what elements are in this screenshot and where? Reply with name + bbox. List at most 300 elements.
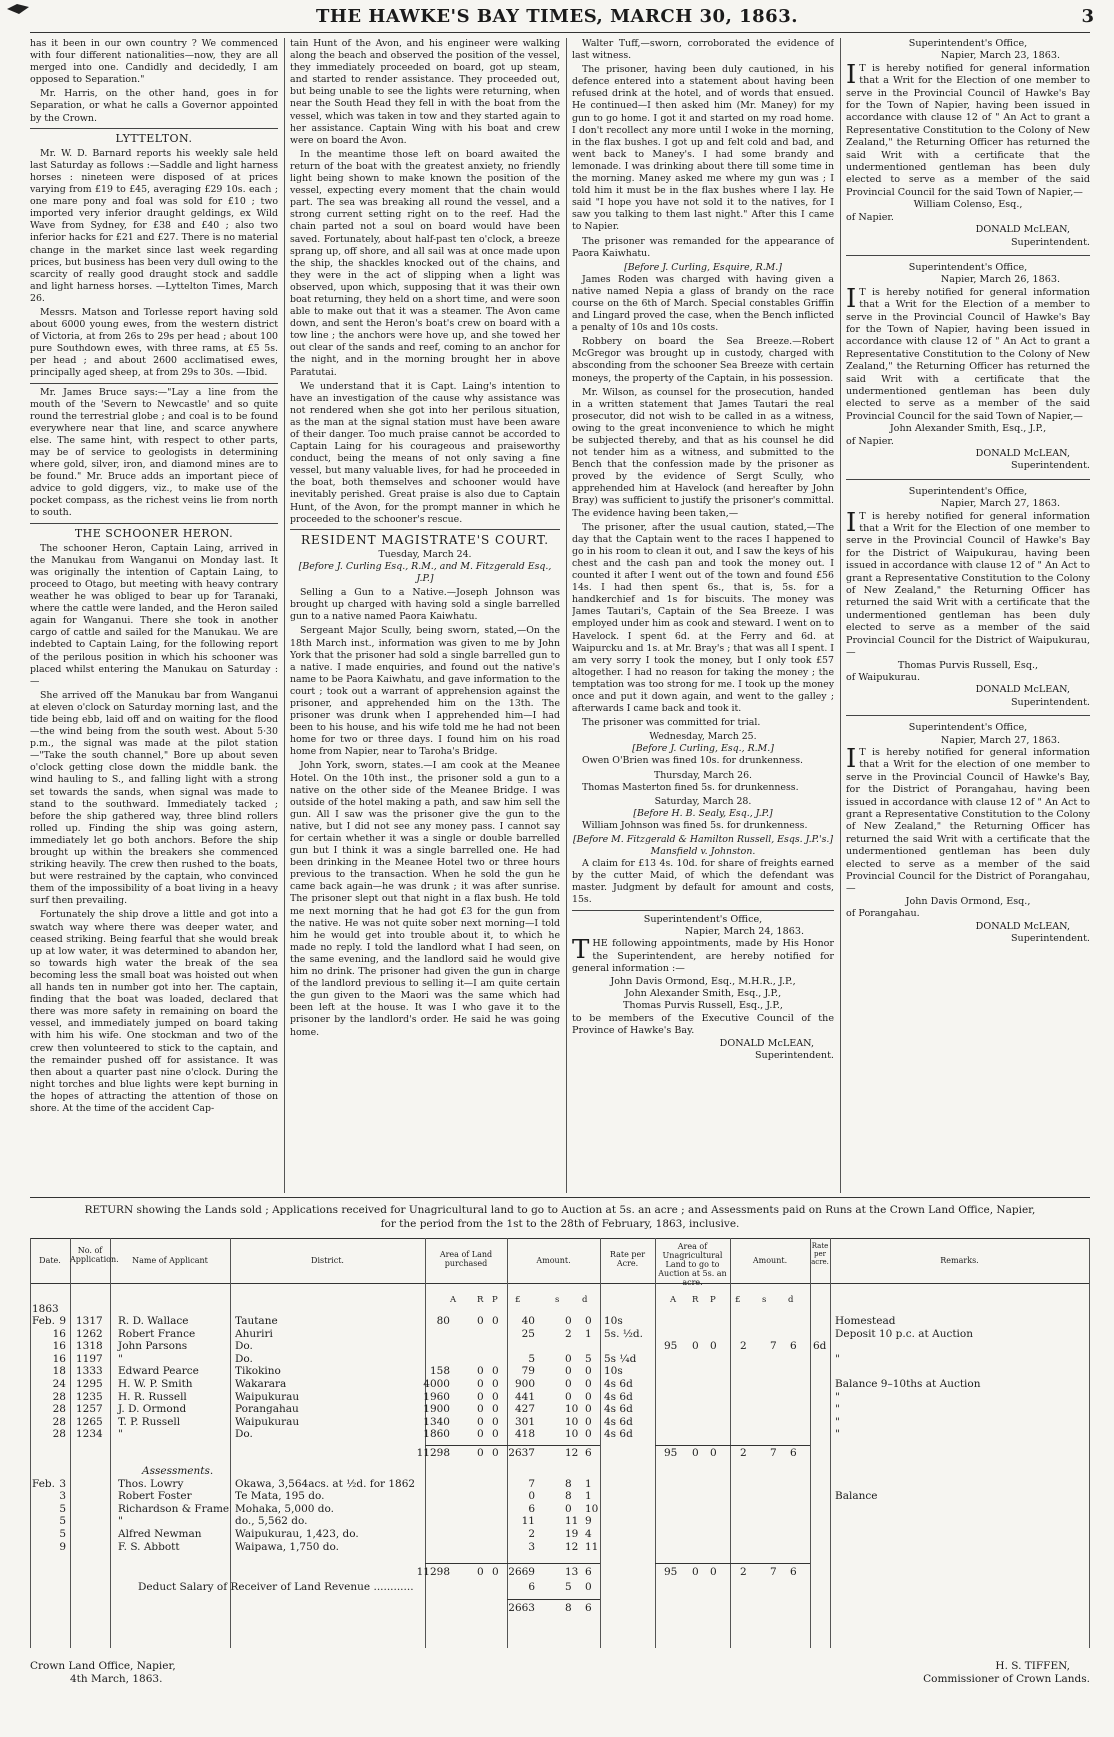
- column-3: [572, 38, 834, 1198]
- cell-l: 900: [514, 1378, 535, 1390]
- cell-p: 0: [492, 1365, 499, 1378]
- unit-label: A: [670, 1295, 677, 1305]
- column-2: [290, 38, 560, 1198]
- cell-name: H. W. P. Smith: [118, 1378, 193, 1390]
- cell-a: 11298: [416, 1566, 450, 1579]
- notice-date: Napier, March 27, 1863.: [940, 734, 1060, 746]
- signature: DONALD McLEAN,: [975, 684, 1070, 696]
- footer-office-line: Crown Land Office, Napier,: [30, 1660, 176, 1672]
- cell-a2: 95: [664, 1340, 678, 1353]
- cell-name: Thos. Lowry: [118, 1477, 184, 1490]
- cell-d: 0: [585, 1365, 592, 1378]
- table-rule: [655, 1238, 656, 1648]
- cell-d: 1: [585, 1490, 592, 1503]
- col-header-rate2: Rate per acre.: [811, 1242, 829, 1266]
- signature-title: Superintendent.: [754, 1050, 834, 1062]
- cell-name: Alfred Newman: [118, 1528, 202, 1540]
- table-rule: [30, 1238, 31, 1648]
- paragraph: In the meantime those left on board awaited the return of the boat with the greatest anxiety, no friendly light being shown to make known the position of the vessel, expecting every moment that the chain would part. The sea was breaking all round the vessel, and a strong current setting right on to the reef. Had the chain parted not a soul on board would have been saved. Fortunately, about half-past ten o'clock, a breeze sprang up, off shore, and all sail was at once made upon the ship, the shackles knocked out of the chains, and they were in the act of slipping when a light was observed, upon which, supposing that it was their own boat returning, they held on a short time, and were soon able to make out that it was a steamer. The Avon came down, and sent the Heron's boat's crew on board with a tow line ; the anchors were hove up, and she towed her out clear of the sands and reef, coming to an anchor for the night, and in the morning brought her in above Paratutai.: [290, 148, 560, 378]
- table-rule: [30, 1283, 1090, 1284]
- notice-text: T is hereby notified for general information that a Writ for the election of one member to serve in the Provincial Council of Hawke's Bay, for the District of Porangahau, having been issued in accordance with clause 12 of " An Act to grant a Representative Constitution to the Colony of New Zealand," the Returning Officer has returned the said Writ with a certificate that the undermentioned gentleman has been duly elected to serve as a member of the said Provincial Council for the District of Porangahau,—: [846, 746, 1090, 895]
- sum-rule: [425, 1445, 600, 1446]
- court-date: Thursday, March 26.: [653, 769, 753, 781]
- unit-label: d: [582, 1295, 588, 1305]
- cell-d: 0: [585, 1390, 592, 1403]
- cell-remarks: Deposit 10 p.c. at Auction: [835, 1327, 973, 1340]
- member-place: of Napier.: [846, 211, 894, 223]
- notice-date: Napier, March 23, 1863.: [940, 50, 1060, 62]
- executive-council-notice: [572, 914, 834, 1063]
- cell-s: 0: [565, 1502, 572, 1515]
- cell-day: 16: [52, 1340, 66, 1353]
- cell-day: 5: [59, 1515, 66, 1528]
- cell-day: 3: [59, 1477, 66, 1490]
- divider: [846, 715, 1090, 716]
- column-rule: [840, 38, 841, 1193]
- cell-day: 28: [52, 1428, 66, 1441]
- cell-rate: 5s ¼d: [604, 1352, 637, 1365]
- cell-name: Richardson & Frame: [118, 1502, 230, 1515]
- paragraph: We understand that it is Capt. Laing's intention to have an investigation of the cause why assistance was not rendered when she got into her perilous situation, as the man at the signal station must have been aware of their danger. Too much praise cannot be accorded to Captain Laing for his courageous and praiseworthy conduct, being the means of not only saving a fine vessel, but many valuable lives, for had he proceeded in the boat, both themselves and schooner would have inevitably perished. Great praise is also due to Captain Hunt, of the Avon, for the prompt manner in which he proceeded to the schooner's rescue.: [290, 380, 560, 525]
- unit-label: R: [692, 1295, 699, 1305]
- notice-text: T is hereby notified for general information that a Writ for the Election of a member to serve in the Provincial Council of Hawke's Bay for the Town of Napier, having been issued in accordance with clause 12 of " An Act to grant a Representative Constitution to the Colony of New Zealand," the Returning Officer has returned the said Writ with a certificate that the undermentioned gentleman has been duly elected to serve as a member of the said Provincial Council for the said Town of Napier,—: [846, 286, 1090, 422]
- cell-district: Waipukurau, 1,423, do.: [235, 1528, 359, 1540]
- drop-cap: I: [846, 507, 857, 538]
- cell-name: Edward Pearce: [118, 1365, 199, 1378]
- cell-a: 1860: [423, 1428, 450, 1441]
- cell-p: 0: [492, 1447, 499, 1459]
- paragraph: The prisoner, after the usual caution, stated,—The day that the Captain went to the races I happened to go in his room to clean it out, and I saw the keys of his chest and the cash pan and took the money out. I counted it after I went out of the town and found £56 14s. I had then spent 6s., that is, 5s. for a handkerchief and 1s for biscuits. The money was James Tautari's, Captain of the Sea Breeze. I was employed under him as cook and steward. I went on to Havelock. I spent 6d. at the Ferry and 6d. at Waipurcku and 1s. at Mr. Bray's ; that was all I spent. I am very sorry I took the money, but I only took £57 altogether. I had no reason for taking the money ; the temptation was too strong for me. I took up the money once and put it down again, and went to the galley ; afterwards I came back and took it.: [572, 521, 834, 715]
- col-header-amount: Amount.: [536, 1256, 571, 1265]
- cell-s2: 7: [770, 1340, 777, 1353]
- court-bench: [Before H. B. Sealy, Esq., J.P.]: [633, 807, 773, 819]
- cell-s: 0: [565, 1390, 572, 1403]
- cell-d: 1: [585, 1327, 592, 1340]
- drop-cap: I: [846, 743, 857, 774]
- cell-district: Ahuriri: [235, 1327, 273, 1340]
- cell-d2: 6: [790, 1447, 797, 1459]
- elected-member: Thomas Purvis Russell, Esq.,: [897, 659, 1039, 671]
- unit-label: s: [555, 1295, 560, 1305]
- cell-rate: 4s 6d: [604, 1403, 633, 1416]
- cell-l2: 2: [740, 1447, 747, 1459]
- member-place: of Waipukurau.: [846, 671, 921, 683]
- notice-body: [572, 935, 834, 975]
- notice-text: HE following appointments, made by His Honor the Superintendent, are hereby notified for general information :—: [572, 938, 834, 975]
- member-place: of Porangahau.: [846, 908, 920, 920]
- cell-d: 6: [585, 1602, 592, 1615]
- return-title-line: for the period from the 1st to the 28th of February, 1863, inclusive.: [380, 1218, 740, 1230]
- cell-remarks: Balance: [835, 1490, 878, 1503]
- cell-remarks: ": [835, 1428, 840, 1441]
- column-rule: [284, 38, 285, 1193]
- cell-p2: 0: [710, 1340, 717, 1353]
- cell-name: ": [118, 1428, 123, 1441]
- cell-s2: 7: [770, 1447, 777, 1459]
- cell-s: 10: [565, 1415, 579, 1428]
- cell-a: 1960: [423, 1390, 450, 1403]
- cell-s: 8: [565, 1477, 572, 1490]
- table-rule: [810, 1238, 811, 1648]
- court-date: Tuesday, March 24.: [378, 548, 472, 560]
- paragraph: Messrs. Matson and Torlesse report having sold about 6000 young ewes, from the western district of Victoria, at from 26s to 29s per head ; about 100 pure Southdown ewes, with three rams, at £5 5s. per head ; and about 2600 acclimatised ewes, principally aged sheep, at from 29s to 30s. —Ibid.: [30, 306, 278, 379]
- cell-s: 0: [565, 1315, 572, 1327]
- cell-r: 0: [477, 1566, 484, 1579]
- cell-remarks: ": [835, 1415, 840, 1428]
- cell-name: J. D. Ormond: [118, 1403, 187, 1416]
- notice-text: T is hereby notified for general information that a Writ for the Election of one member to serve in the Provincial Council of Hawke's Bay for the District of Waipukurau, having been issued in accordance with clause 12 of " An Act to grant a Representative Constitution to the Colony of New Zealand," the Returning Officer has returned the said Writ with a certificate that the undermentioned gentleman has been duly elected to serve as a member of the said Provincial Council for the District of Waipukurau,—: [846, 510, 1090, 659]
- signature: DONALD McLEAN,: [719, 1037, 814, 1049]
- signature: DONALD McLEAN,: [975, 448, 1070, 459]
- cell-day: 16: [52, 1352, 66, 1365]
- cell-month: 1863: [32, 1303, 59, 1315]
- paragraph: Selling a Gun to a Native.—Joseph Johnson was brought up charged with having sold a single barrelled gun to a native named Paora Kaiwhatu.: [290, 587, 560, 623]
- paragraph: Owen O'Brien was fined 10s. for drunkenness.: [582, 755, 803, 767]
- cell-a: 158: [429, 1365, 450, 1378]
- paragraph: has it been in our own country ? We commenced with four different nationalities—now, they are all merged into one. Candidly and decidedly, I am opposed to Separation.": [30, 38, 278, 86]
- cell-p: 0: [492, 1403, 499, 1416]
- cell-r: 0: [477, 1390, 484, 1403]
- cell-name: Robert France: [118, 1327, 196, 1340]
- cell-day: 24: [52, 1378, 66, 1390]
- cell-l: 11: [521, 1515, 535, 1528]
- cell-remarks: ": [835, 1403, 840, 1416]
- cell-s: 5: [565, 1580, 572, 1593]
- cell-district: Do.: [235, 1340, 253, 1353]
- cell-s: 10: [565, 1428, 579, 1441]
- drop-cap: T: [572, 935, 590, 966]
- return-title-line: RETURN showing the Lands sold ; Applications received for Unagricultural land to go to Auction at 5s. an acre ; and Assessments paid on Runs at the Crown Land Office, Napier,: [84, 1204, 1036, 1216]
- cell-a: 1900: [423, 1403, 450, 1416]
- cell-no: 1234: [76, 1428, 103, 1441]
- cell-district: Waipawa, 1,750 do.: [235, 1540, 339, 1553]
- cell-remarks: ": [835, 1390, 840, 1403]
- paragraph: Robbery on board the Sea Breeze.—Robert McGregor was brought up in custody, charged with absconding from the schooner Sea Breeze with certain moneys, the property of the Captain, in his possession.: [572, 336, 834, 384]
- unit-label: s: [762, 1295, 767, 1305]
- paragraph: Mr. Harris, on the other hand, goes in for Separation, or what he calls a Governor appointed by the Crown.: [30, 88, 278, 124]
- cell-l: 427: [514, 1403, 535, 1416]
- unit-label: A: [450, 1295, 457, 1305]
- cell-l: 25: [521, 1327, 535, 1340]
- cell-month: Feb.: [32, 1315, 55, 1327]
- cell-remarks: ": [835, 1352, 840, 1365]
- commissioner-title: Commissioner of Crown Lands.: [923, 1673, 1090, 1685]
- cell-district: do., 5,562 do.: [235, 1515, 308, 1528]
- unit-label: R: [477, 1295, 484, 1305]
- cell-district: Mohaka, 5,000 do.: [235, 1502, 334, 1515]
- divider: [572, 910, 834, 911]
- cell-l2: 2: [740, 1566, 747, 1579]
- cell-rate: 10s: [604, 1365, 623, 1378]
- notice-date: Napier, March 24, 1863.: [684, 925, 804, 937]
- cell-day: 9: [59, 1540, 66, 1553]
- cell-r: 0: [477, 1365, 484, 1378]
- notice-date: Napier, March 27, 1863.: [940, 498, 1060, 510]
- cell-district: Do.: [235, 1352, 253, 1365]
- cell-l: 2663: [508, 1602, 535, 1615]
- table-rule: [1089, 1238, 1090, 1648]
- cell-a: 4000: [423, 1378, 450, 1390]
- cell-p: 0: [492, 1566, 499, 1579]
- notice-office: Superintendent's Office,: [908, 261, 1028, 273]
- cell-r2: 0: [692, 1566, 699, 1579]
- cell-no: 1262: [76, 1327, 103, 1340]
- cell-day: 5: [59, 1528, 66, 1540]
- elected-member: John Alexander Smith, Esq., J.P.,: [889, 423, 1047, 435]
- signature-title: Superintendent.: [1010, 236, 1090, 248]
- cell-d: 0: [585, 1415, 592, 1428]
- cell-no: 1197: [76, 1352, 103, 1365]
- cell-d2: 6: [790, 1566, 797, 1579]
- cell-remarks: Balance 9–10ths at Auction: [835, 1378, 981, 1390]
- divider: [290, 529, 560, 530]
- notice-text: T is hereby notified for general information that a Writ for the Election of one member to serve in the Provincial Council of Hawke's Bay for the Town of Napier, having been issued in accordance with clause 12 of " An Act to grant a Representative Constitution to the Colony of New Zealand," the Returning Officer has returned the said Writ with a certificate that the undermentioned gentleman has been duly elected to serve as a member of the said Provincial Council for the said Town of Napier,—: [846, 62, 1090, 198]
- cell-s: 2: [565, 1327, 572, 1340]
- notice-office: Superintendent's Office,: [908, 38, 1028, 49]
- cell-d: 0: [585, 1403, 592, 1416]
- cell-a: 1340: [423, 1415, 450, 1428]
- cell-d: 1: [585, 1477, 592, 1490]
- col-header-rate: Rate per Acre.: [609, 1250, 646, 1268]
- col-header-area2: Area of Unagricultural Land to go to Auction at 5s. an acre.: [658, 1242, 727, 1287]
- cell-d: 5: [585, 1352, 592, 1365]
- footer-office: [30, 1660, 176, 1686]
- notice-body: [846, 507, 1090, 660]
- court-bench: [Before J. Curling, Esq., R.M.]: [632, 743, 774, 755]
- cell-l: 0: [528, 1490, 535, 1503]
- cell-a: 11298: [416, 1447, 450, 1459]
- notice-office: Superintendent's Office,: [908, 722, 1028, 734]
- cell-no: 1235: [76, 1390, 103, 1403]
- cell-s: 10: [565, 1403, 579, 1416]
- cell-l: 5: [528, 1352, 535, 1365]
- cell-r2: 0: [692, 1447, 699, 1459]
- cell-a2: 95: [664, 1566, 678, 1579]
- elected-member: John Davis Ormond, Esq.,: [905, 895, 1031, 907]
- cell-name: Deduct Salary of Receiver of Land Revenue ............: [138, 1580, 414, 1593]
- column-4: [846, 38, 1090, 1198]
- cell-d: 4: [585, 1528, 592, 1540]
- cell-l2: 2: [740, 1340, 747, 1353]
- cell-l: 301: [514, 1415, 535, 1428]
- cell-s: 12: [565, 1540, 579, 1553]
- unit-label: P: [492, 1295, 498, 1305]
- unit-label: d: [788, 1295, 794, 1305]
- page-number: 3: [1081, 6, 1094, 27]
- table-top-rule: [30, 1197, 1090, 1198]
- appointee: Thomas Purvis Russell, Esq., J.P.,: [623, 1000, 783, 1012]
- signature: DONALD McLEAN,: [975, 920, 1070, 932]
- cell-s: 8: [565, 1490, 572, 1503]
- paragraph: Sergeant Major Scully, being sworn, stated,—On the 18th March inst., information was given to me by John York that the prisoner had sold a single barrelled gun to a native. I made enquiries, and found out the native's name to be Paora Kaiwhatu, and gave information to the court ; took out a warrant of apprehension against the prisoner, and apprehended him on the 13th. The prisoner was drunk when I apprehended him—I had been to his house, and his wife told me he had not been home for two or three days. I found him on his road home from Napier, near to Taroha's Bridge.: [290, 625, 560, 758]
- cell-p2: 0: [710, 1566, 717, 1579]
- cell-name: ": [118, 1515, 123, 1528]
- cell-name: Assessments.: [142, 1465, 214, 1477]
- sum-rule: [655, 1563, 810, 1564]
- cell-r2: 0: [692, 1340, 699, 1353]
- table-rule: [30, 1238, 1090, 1239]
- cell-no: 1257: [76, 1403, 103, 1416]
- cell-d: 0: [585, 1378, 592, 1390]
- signature-title: Superintendent.: [1010, 460, 1090, 472]
- signature-title: Superintendent.: [1010, 933, 1090, 945]
- table-rule: [730, 1238, 731, 1648]
- cell-l: 7: [528, 1477, 535, 1490]
- cell-district: Waipukurau: [235, 1390, 300, 1403]
- cell-district: Porangahau: [235, 1403, 299, 1416]
- paragraph: Mr. Wilson, as counsel for the prosecution, handed in a written statement that James Tautari the real prosecutor, did not wish to be called in as a witness, owing to the great inconvenience to which he might be subjected thereby, and that as his counsel he did not tender him as a witness, and submitted to the Bench that the confession made by the prisoner as proved by the evidence of Sergt Scully, who apprehended him at Havelock (and hereafter by John Bray) was sufficient to justify the prisoner's committal. The evidence having been taken,—: [572, 386, 834, 519]
- commissioner-name: H. S. TIFFEN,: [995, 1660, 1070, 1672]
- appointee: John Davis Ormond, Esq., M.H.R., J.P.,: [610, 975, 796, 987]
- drop-cap: I: [846, 283, 857, 314]
- cell-l: 6: [528, 1502, 535, 1515]
- paragraph: A claim for £13 4s. 10d. for share of freights earned by the cutter Maid, of which the defendant was master. Judgment by default for amount and costs, 15s.: [572, 858, 834, 906]
- cell-s: 13: [565, 1566, 579, 1579]
- table-rule: [600, 1238, 601, 1648]
- return-title: [30, 1203, 1090, 1231]
- election-notice: [846, 486, 1090, 709]
- col-header-date: Date.: [39, 1256, 61, 1265]
- paragraph: James Roden was charged with having given a native named Nepia a glass of brandy on the race course on the 6th of March. Special constables Griffin and Lingard proved the case, when the Bench inflicted a penalty of 10s and 10s costs.: [572, 273, 834, 334]
- footer-office-date: 4th March, 1863.: [70, 1673, 163, 1685]
- cell-name: R. D. Wallace: [118, 1315, 189, 1327]
- signature: DONALD McLEAN,: [975, 224, 1070, 236]
- cell-day: 3: [59, 1490, 66, 1503]
- divider: [30, 128, 278, 129]
- paragraph: tain Hunt of the Avon, and his engineer were walking along the beach and observed the position of the vessel, they immediately proceeded on board, got up steam, and started to render assistance. They proceeded out, but being unable to see the lights were returning, when near the South Head they fell in with the boat from the vessel, which was taken in tow and they started again to her assistance. Captain Wing with his boat and crew were on board the Avon.: [290, 38, 560, 146]
- notice-tail: to be members of the Executive Council of the Province of Hawke's Bay.: [572, 1012, 834, 1037]
- cell-name: T. P. Russell: [118, 1415, 181, 1428]
- cell-s: 8: [565, 1602, 572, 1615]
- cell-rate: 4s 6d: [604, 1378, 633, 1390]
- signature-title: Superintendent.: [1010, 696, 1090, 708]
- appointee: John Alexander Smith, Esq., J.P.,: [624, 988, 782, 999]
- cell-day: 28: [52, 1403, 66, 1416]
- cell-district: Tikokino: [235, 1365, 281, 1378]
- cell-s: 19: [565, 1528, 579, 1540]
- cell-no: 1295: [76, 1378, 103, 1390]
- section-heading-lyttelton: LYTTELTON.: [115, 131, 193, 145]
- sum-rule: [425, 1563, 600, 1564]
- cell-s2: 7: [770, 1566, 777, 1579]
- cell-l: 418: [514, 1428, 535, 1441]
- notice-date: Napier, March 26, 1863.: [940, 274, 1060, 286]
- cell-l: 441: [514, 1390, 535, 1403]
- cell-name: Robert Foster: [118, 1490, 192, 1503]
- cell-name: H. R. Russell: [118, 1390, 187, 1403]
- elected-member: William Colenso, Esq.,: [913, 199, 1023, 211]
- cell-p: 0: [492, 1428, 499, 1441]
- notice-body: [846, 743, 1090, 896]
- cell-district: Tautane: [235, 1315, 278, 1327]
- cell-no: 1318: [76, 1340, 103, 1353]
- paragraph: Thomas Masterton fined 5s. for drunkenness.: [582, 781, 799, 793]
- masthead: [0, 0, 1114, 30]
- cell-day: 28: [52, 1415, 66, 1428]
- paragraph: Mr. James Bruce says:—"Lay a line from the mouth of the 'Severn to Newcastle' and so quite round the terrestrial globe ; and coal is to be found everywhere near that line, and scarce anywhere else. The same hint, with respect to other parts, may be of service to geologists in determining where gold, silver, iron, and diamond mines are to be found." Mr. Bruce adds an important piece of advice to gold diggers, viz., to make use of the pocket compass, as the richest veins lie from north to south.: [30, 386, 278, 519]
- cell-day: 28: [52, 1390, 66, 1403]
- table-rule: [110, 1238, 111, 1648]
- court-bench: [Before M. Fitzgerald & Hamilton Russell, Esqs. J.P.'s.]: [572, 834, 834, 845]
- cell-s: 12: [565, 1447, 579, 1459]
- cell-day: 9: [59, 1315, 66, 1327]
- case-title: Mansfield v. Johnston.: [650, 846, 756, 858]
- paragraph: John York, sworn, states.—I am cook at the Meanee Hotel. On the 10th inst., the prisoner sold a gun to a native on the other side of the Meanee Bridge. I was outside of the hotel making a path, and saw him sell the gun. All I saw was the prisoner give the gun to the native, but I did not see any money pass. I cannot say for certain whether it was a single or double barrelled gun but I think it was a single barrelled one. He had been drinking in the Meanee Hotel two or three hours previous to the transaction. When he sold the gun he came back again—he was drunk ; it was after sunrise. The prisoner slept out that night in a flax bush. He told me next morning that he had got £3 for the gun from the native. He was not quite sober next morning—I told him he would get into trouble about it, to which he made no reply. I told the landlord what I had seen, on the same evening, and the landlord said he would give him no drink. The prisoner had given the gun in charge of the landlord previous to selling it—I am quite certain the gun given to the Maori was the same which had been left at the house. It was I who gave it to the prisoner by the landlord's order. He said he was going home.: [290, 760, 560, 1038]
- cell-l: 3: [528, 1540, 535, 1553]
- cell-p: 0: [492, 1378, 499, 1390]
- cell-d: 11: [585, 1540, 599, 1553]
- divider: [30, 523, 278, 524]
- section-heading-court: RESIDENT MAGISTRATE'S COURT.: [300, 532, 550, 547]
- cell-a: 80: [436, 1315, 450, 1327]
- cell-d2: 6: [790, 1340, 797, 1353]
- footer-signature: [923, 1660, 1090, 1686]
- section-heading-heron: THE SCHOONER HERON.: [74, 526, 234, 540]
- paragraph: She arrived off the Manukau bar from Wanganui at eleven o'clock on Saturday morning last, and the tide being ebb, laid off and on waiting for the flood—the wind being from the south west. About 5·30 p.m., the signal was made at the pilot station—"Take the south channel," Bore up about seven o'clock getting close down the middle bank. the wind hauling to S., and falling light with a strong set towards the sands, when signal was made to stand to the southward. Immediately tacked ; before the ship gathered way, three blind rollers rolled up. Finding the ship was going astern, immediately let go both anchors. Before the ship brought up within the breakers she commenced striking heavily. The crew then rushed to the boats, but were restrained by the captain, who convinced them of the impossibility of a boat living in a heavy surf then prevailing.: [30, 689, 278, 907]
- paragraph: The prisoner was committed for trial.: [582, 717, 761, 729]
- cell-a2: 95: [664, 1447, 678, 1459]
- cell-s: 0: [565, 1365, 572, 1378]
- cell-month: Feb.: [32, 1477, 55, 1490]
- cell-r: 0: [477, 1403, 484, 1416]
- cell-day: 18: [52, 1365, 66, 1378]
- cell-d: 6: [585, 1566, 592, 1579]
- cell-d: 9: [585, 1515, 592, 1528]
- cell-name: F. S. Abbott: [118, 1540, 180, 1553]
- cell-p: 0: [492, 1315, 499, 1327]
- column-rule: [566, 38, 567, 1193]
- court-date: Wednesday, March 25.: [649, 731, 757, 743]
- cell-d: 0: [585, 1428, 592, 1441]
- unit-label: P: [710, 1295, 716, 1305]
- notice-list: [846, 38, 1090, 945]
- col-header-name: Name of Applicant: [132, 1256, 208, 1265]
- cell-district: Wakarara: [235, 1378, 287, 1390]
- land-return-table: [30, 1238, 1090, 1648]
- cell-p: 0: [492, 1415, 499, 1428]
- cell-d: 0: [585, 1315, 592, 1327]
- header-rule: [30, 32, 1090, 33]
- cell-rate: 4s 6d: [604, 1415, 633, 1428]
- cell-rate: 4s 6d: [604, 1390, 633, 1403]
- cell-l: 6: [528, 1580, 535, 1593]
- drop-cap: I: [846, 59, 857, 90]
- cell-rate2: 6d: [813, 1340, 827, 1353]
- member-place: of Napier.: [846, 435, 894, 447]
- cell-r: 0: [477, 1447, 484, 1459]
- col-header-district: District.: [311, 1256, 344, 1265]
- column-1: [30, 38, 278, 1198]
- col-header-no: No. of Application.: [70, 1246, 119, 1264]
- col-header-remarks: Remarks.: [940, 1256, 979, 1265]
- cell-d: 10: [585, 1502, 599, 1515]
- divider: [846, 479, 1090, 480]
- cell-remarks: Homestead: [835, 1315, 896, 1327]
- cell-no: 1333: [76, 1365, 103, 1378]
- paragraph: The prisoner, having been duly cautioned, in his defence entered into a statement about having been refused drink at the hotel, and of words that ensued. He continued—I then asked him (Mr. Maney) for my gun to go home. I got it and started on my road home. I don't recollect any more until I woke in the morning, in the flax bushes. I got up and felt cold and bad, and went back to Maney's. I had some brandy and lemonade. I was drinking about there till some time in the morning. Maney asked me where my gun was ; I told him it must be in the flax bushes where I lay. He said "I hope you have not sold it to the natives, for I saw you talking to them last night." After this I came to Napier.: [572, 64, 834, 233]
- col-header-amount2: Amount.: [752, 1256, 788, 1265]
- cell-r: 0: [477, 1415, 484, 1428]
- divider: [846, 255, 1090, 256]
- court-bench: [Before J. Curling, Esquire, R.M.]: [624, 261, 782, 273]
- notice-body: [846, 283, 1090, 423]
- cell-l: 79: [521, 1365, 535, 1378]
- cell-rate: 10s: [604, 1315, 623, 1327]
- cell-name: ": [118, 1352, 123, 1365]
- court-bench: [Before J. Curling Esq., R.M., and M. Fitzgerald Esq., J.P.]: [298, 560, 552, 585]
- table-rule: [830, 1238, 831, 1648]
- cell-no: 1317: [76, 1315, 103, 1327]
